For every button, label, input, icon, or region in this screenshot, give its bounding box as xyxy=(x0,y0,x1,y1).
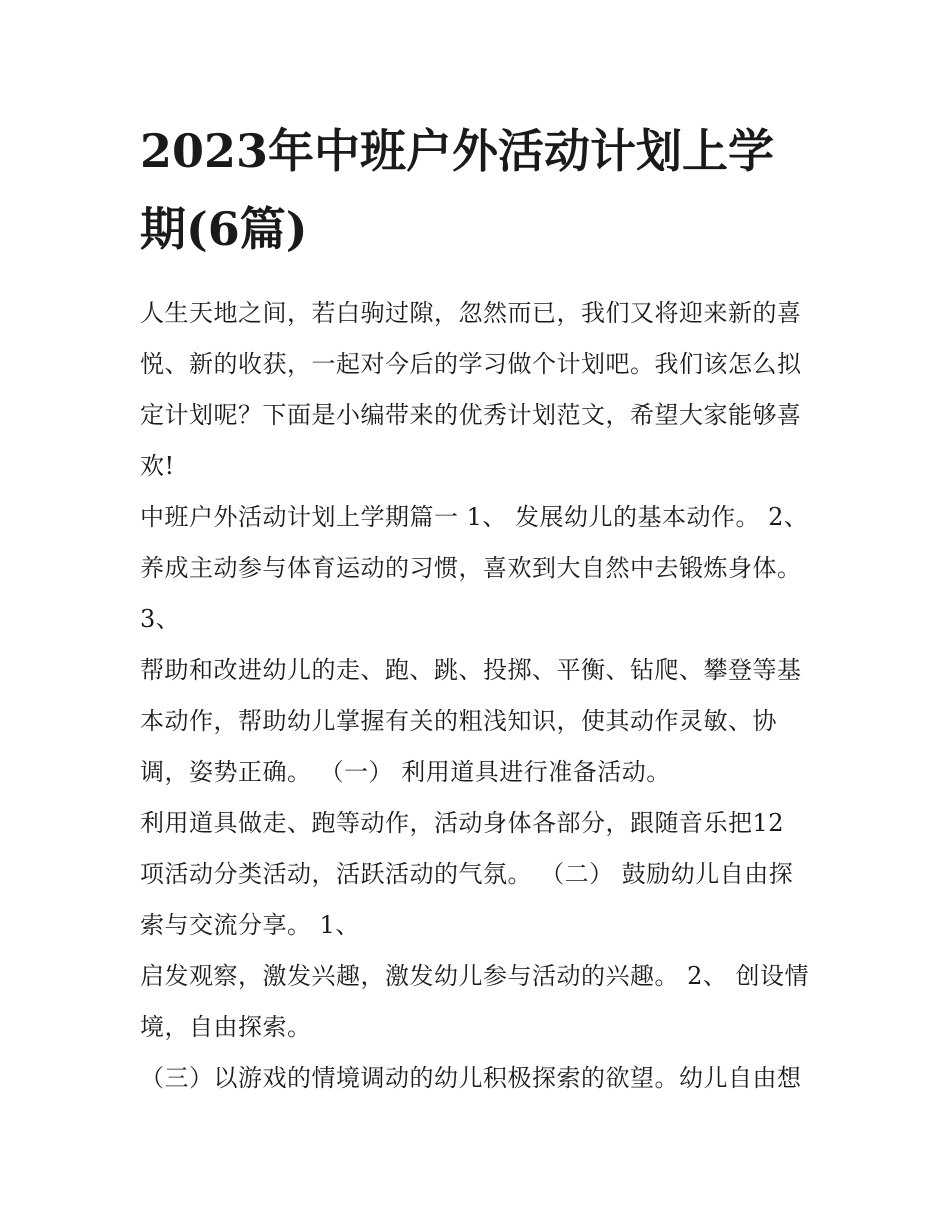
body-line: 定计划呢？下面是小编带来的优秀计划范文，希望大家能够喜 xyxy=(140,401,802,429)
body-line: 调，姿势正确。 （一） 利用道具进行准备活动。 xyxy=(140,758,671,786)
body-line: 中班户外活动计划上学期篇一 1、 发展幼儿的基本动作。 2、 xyxy=(140,503,809,531)
body-line: 启发观察，激发兴趣，激发幼儿参与活动的兴趣。 2、 创设情 xyxy=(140,962,810,990)
body-line: 人生天地之间，若白驹过隙，忽然而已，我们又将迎来新的喜 xyxy=(140,299,802,327)
body-line: 养成主动参与体育运动的习惯，喜欢到大自然中去锻炼身体。 xyxy=(140,554,802,582)
document-page xyxy=(140,112,820,1104)
body-line: 欢! xyxy=(140,452,175,480)
body-line: 3、 xyxy=(140,605,181,633)
title-line: 期(6篇) xyxy=(140,202,308,256)
body-line: 悦、新的收获，一起对今后的学习做个计划吧。我们该怎么拟 xyxy=(140,350,802,378)
body-line: 项活动分类活动，活跃活动的气氛。 （二） 鼓励幼儿自由探 xyxy=(140,860,794,888)
body-line: 境，自由探索。 xyxy=(140,1013,312,1041)
title-line: 2023年中班户外活动计划上学 xyxy=(140,124,775,178)
document-body xyxy=(140,288,820,1104)
body-line: 本动作，帮助幼儿掌握有关的粗浅知识，使其动作灵敏、协 xyxy=(140,707,777,735)
body-line: （三）以游戏的情境调动的幼儿积极探索的欲望。幼儿自由想 xyxy=(140,1064,802,1092)
body-line: 索与交流分享。 1、 xyxy=(140,911,360,939)
body-line: 帮助和改进幼儿的走、跑、跳、投掷、平衡、钻爬、攀登等基 xyxy=(140,656,802,684)
document-title xyxy=(140,112,820,268)
body-line: 利用道具做走、跑等动作，活动身体各部分，跟随音乐把12 xyxy=(140,809,785,837)
